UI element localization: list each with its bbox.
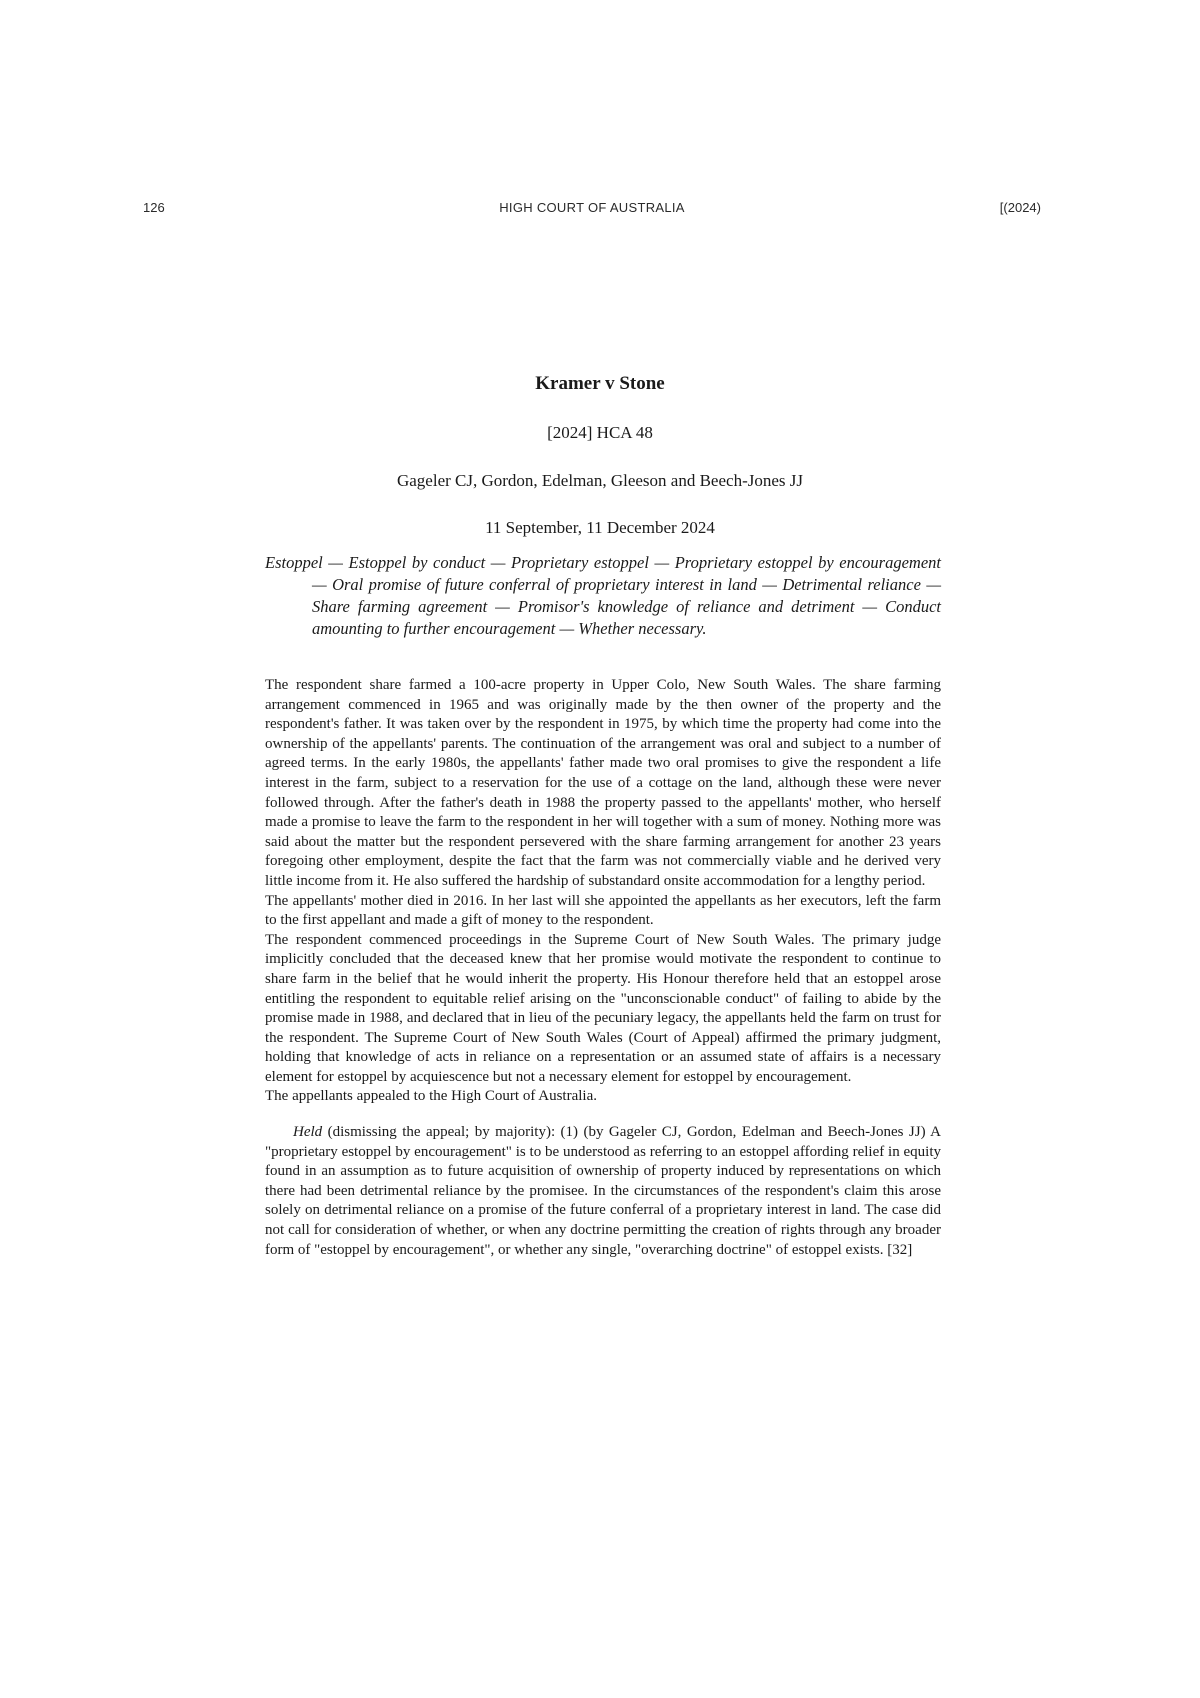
headnote bbox=[265, 676, 941, 1260]
headnote-paragraph-proceedings: The respondent commenced proceedings in the Supreme Court of New South Wales. The primary judge implicitly concluded that the deceased knew that her promise would motivate the respondent to continue to share farm in the belief that he would inherit the property. His Honour therefore held that an estoppel arose entitling the respondent to equitable relief arising on the "unconscionable conduct" of failing to abide by the promise made in 1988, and declared that in lieu of the pecuniary legacy, the appellants held the farm on trust for the respondent. The Supreme Court of New South Wales (Court of Appeal) affirmed the primary judgment, holding that knowledge of acts in reliance on a representation or an assumed state of affairs is a necessary element for estoppel by acquiescence but not a necessary element for estoppel by encouragement. bbox=[265, 931, 941, 1085]
volume-reference: [(2024) bbox=[999, 200, 1041, 215]
case-title: Kramer v Stone bbox=[535, 373, 665, 394]
page-number: 126 bbox=[143, 200, 165, 215]
case-citation: [2024] HCA 48 bbox=[547, 423, 653, 442]
headnote-held-paragraph bbox=[265, 1123, 941, 1260]
headnote-paragraph-appeal: The appellants appealed to the High Court of Australia. bbox=[265, 1088, 597, 1105]
case-judges: Gageler CJ, Gordon, Edelman, Gleeson and Beech-Jones JJ bbox=[396, 471, 803, 490]
held-text: (dismissing the appeal; by majority): (1) (by Gageler CJ, Gordon, Edelman and Beech-Jones JJ) A "proprietary estoppel by encouragement" is to be understood as referring to an estoppel affording relief in equity found in an assumption as to future acquisition of ownership of property induced by representations on which there had been detrimental reliance by the promisee. In the circumstances of the respondent's claim this arose solely on detrimental reliance on a promise of the future conferral of a proprietary interest in land. The case did not call for consideration of whether, or when any doctrine permitting the creation of rights through any broader form of "estoppel by encouragement", or whether any single, "overarching doctrine" of estoppel exists. [32] bbox=[265, 1124, 941, 1258]
headnote-paragraph-will: The appellants' mother died in 2016. In her last will she appointed the appellants as her executors, left the farm to the first appellant and made a gift of money to the respondent. bbox=[265, 892, 941, 929]
headnote-paragraph-facts: The respondent share farmed a 100-acre property in Upper Colo, New South Wales. The share farming arrangement commenced in 1965 and was originally made by the then owner of the property and the respondent's father. It was taken over by the respondent in 1975, by which time the property had come into the ownership of the appellants' parents. The continuation of the arrangement was oral and subject to a number of agreed terms. In the early 1980s, the appellants' father made two oral promises to give the respondent a life interest in the farm, subject to a reservation for the use of a cottage on the land, although these were never followed through. After the father's death in 1988 the property passed to the appellants' mother, who herself made a promise to leave the farm to the respondent in her will together with a sum of money. Nothing more was said about the matter but the respondent persevered with the share farming arrangement for another 23 years foregoing other employment, despite the fact that the farm was not commercially viable and he derived very little income from it. He also suffered the hardship of substandard onsite accommodation for a lengthy period. bbox=[265, 677, 941, 889]
held-label: Held bbox=[293, 1124, 323, 1141]
court-name: HIGH COURT OF AUSTRALIA bbox=[499, 200, 685, 215]
case-dates: 11 September, 11 December 2024 bbox=[485, 518, 715, 537]
catchwords: Estoppel — Estoppel by conduct — Proprietary estoppel — Proprietary estoppel by encouragement — Oral promise of future conferral of proprietary interest in land — Detrimental reliance — Share farming agreement — Promisor's knowledge of reliance and detriment — Conduct amounting to further encouragement — Whether necessary. bbox=[265, 553, 941, 638]
running-head bbox=[143, 200, 1041, 220]
